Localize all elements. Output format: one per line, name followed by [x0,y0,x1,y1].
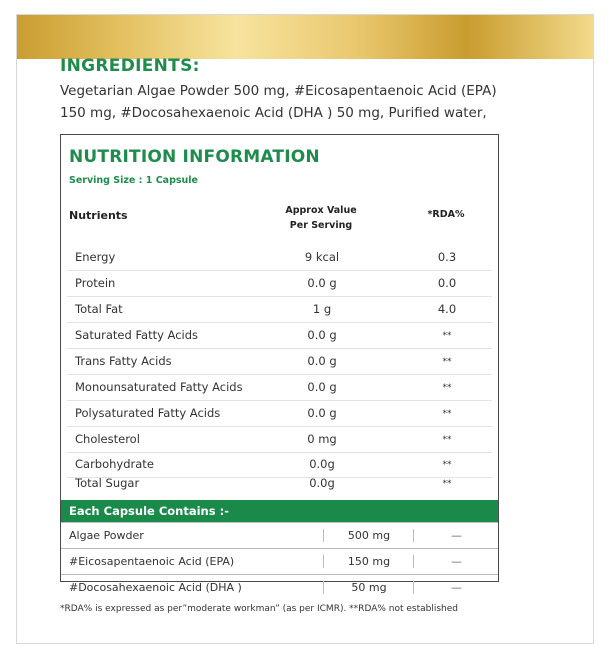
nutrient-rda: ** [442,479,452,489]
serving-size: Serving Size : 1 Capsule [69,175,198,186]
capsule-item-dash: — [413,581,499,594]
header-nutrients: Nutrients [69,209,128,222]
table-row [67,297,492,323]
table-row [67,323,492,349]
nutrient-value: 0.0 g [307,354,337,368]
nutrient-name: Carbohydrate [75,457,154,471]
nutrient-value: 0 mg [307,432,337,446]
capsule-row [61,548,498,575]
capsule-header: Each Capsule Contains :- [69,504,229,518]
capsule-band [61,500,498,522]
table-row [67,271,492,297]
nutrient-value: 0.0 g [307,328,337,342]
nutrient-name: Total Fat [75,302,123,316]
capsule-item-value: 150 mg [323,555,414,568]
header-rda: *RDA% [427,209,465,220]
nutrient-value: 9 kcal [304,250,340,264]
nutrient-name: Protein [75,276,116,290]
rda-footnote: *RDA% is expressed as per”moderate workman” (as per ICMR). **RDA% not established [60,604,459,614]
table-row [67,245,492,271]
capsule-row [61,522,498,549]
nutrient-rda: ** [442,383,452,393]
nutrition-title: NUTRITION INFORMATION [69,147,320,167]
nutrient-name: Saturated Fatty Acids [75,328,199,342]
header-value-line-1: Approx Value [285,205,357,216]
ingredients-line-1: Vegetarian Algae Powder 500 mg, #Eicosapentaenoic Acid (EPA) [60,83,497,99]
nutrient-name: Polysaturated Fatty Acids [75,406,221,420]
capsule-item-dash: — [413,529,499,542]
table-row [67,401,492,427]
ingredients-title: INGREDIENTS: [60,56,200,76]
capsule-row [61,574,498,601]
capsule-item-name: Algae Powder [69,529,144,542]
nutrient-name: Cholesterol [75,432,140,446]
capsule-item-dash: — [413,555,499,568]
nutrient-rda: ** [442,435,452,445]
table-row [67,375,492,401]
table-row [67,452,492,478]
ingredients-line-2: 150 mg, #Docosahexaenoic Acid (DHA ) 50 mg, Purified water, [60,105,487,121]
nutrient-rda: ** [442,331,452,341]
nutrient-rda: ** [442,357,452,367]
table-row [67,349,492,375]
nutrient-name: Trans Fatty Acids [75,354,172,368]
gold-header-band [17,15,593,59]
nutrient-rda: 0.3 [437,250,457,264]
ingredients-text [60,80,560,124]
table-row [67,477,492,502]
nutrient-rda: ** [442,460,452,470]
nutrient-rda: 4.0 [437,302,457,316]
nutrient-name: Total Sugar [75,476,140,490]
capsule-item-value: 500 mg [323,529,414,542]
header-approx-value [261,203,381,233]
capsule-item-name: #Docosahexaenoic Acid (DHA ) [69,581,242,594]
nutrient-name: Energy [75,250,116,264]
nutrient-rda: 0.0 [437,276,457,290]
nutrient-value: 0.0g [309,457,335,471]
nutrient-value: 1 g [312,302,332,316]
capsule-item-value: 50 mg [323,581,414,594]
header-value-line-2: Per Serving [289,220,353,231]
nutrient-value: 0.0 g [307,276,337,290]
nutrient-value: 0.0 g [307,380,337,394]
nutrient-value: 0.0 g [307,406,337,420]
nutrient-rda: ** [442,409,452,419]
table-row [67,427,492,453]
nutrient-value: 0.0g [309,476,335,490]
nutrient-name: Monounsaturated Fatty Acids [75,380,243,394]
capsule-item-name: #Eicosapentaenoic Acid (EPA) [69,555,235,568]
